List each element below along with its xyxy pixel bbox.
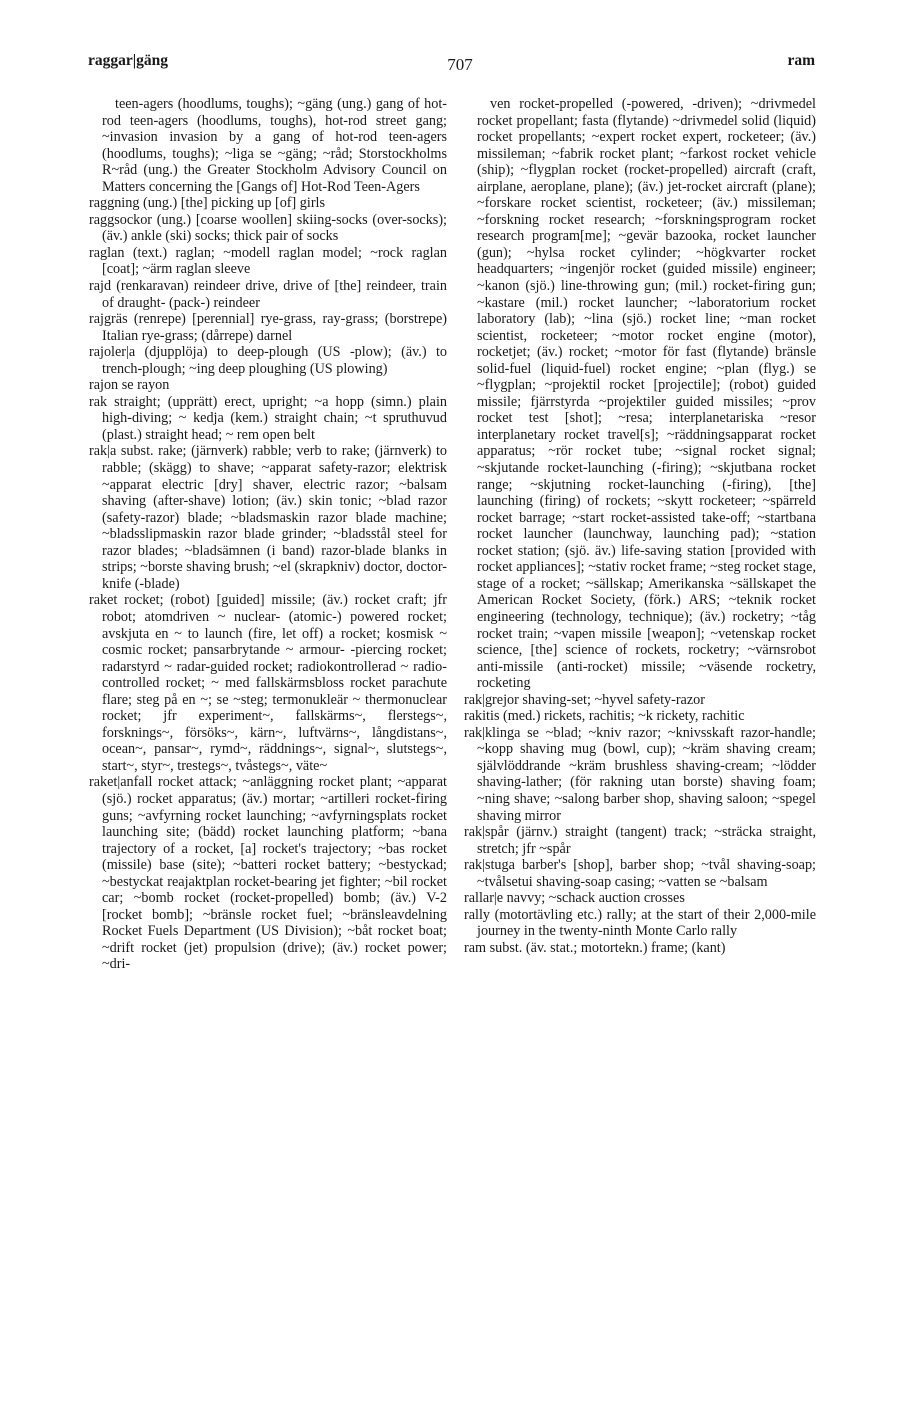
- running-head-left: raggar|gäng: [88, 52, 169, 69]
- dictionary-entry: raket|anfall rocket attack; ~anläggning rocket plant; ~apparat (sjö.) rocket apparatus; (äv.) mortar; ~artilleri rocket-firing guns; ~avfyrning rocket launching; ~avfyrningsplats rocket launching site; (bädd) rocket launching platform; ~bana trajectory of a rocket, [a] rocket's trajectory; ~bas rocket (missile) base (site); ~batteri rocket battery; ~bestyckad; ~bestyckat reajaktplan rocket-bearing jet fighter; ~bil rocket car; ~bomb rocket (rocket-propelled) bomb; (äv.) V-2 [rocket bomb]; ~bränsle rocket fuel; ~bränsleavdelning Rocket Fuels Department (US Division); ~båt rocket boat; ~drift rocket (jet) propulsion (drive); (äv.) rocket power; ~dri-: [89, 774, 447, 973]
- dictionary-entry: raggning (ung.) [the] picking up [of] girls: [89, 195, 326, 212]
- dictionary-entry: rallar|e navvy; ~schack auction crosses: [464, 890, 685, 907]
- dictionary-entry: raglan (text.) raglan; ~modell raglan model; ~rock raglan [coat]; ~ärm raglan sleeve: [89, 244, 447, 278]
- dictionary-entry: ram subst. (äv. stat.; motortekn.) frame; (kant): [464, 939, 726, 956]
- dictionary-entry: rajd (renkaravan) reindeer drive, drive of [the] reindeer, train of draught- (pack-) reindeer: [89, 278, 447, 311]
- dictionary-entry: rak|klinga se ~blad; ~kniv razor; ~knivsskaft razor-handle; ~kopp shaving mug (bowl, cup); ~kräm shaving cream; självlöddrande ~kräm brushless shaving-cream; ~lödder shaving-lather; (för rakning utan borste) shaving foam; ~ning shave; ~salong barber shop, shaving saloon; ~spegel shaving mirror: [464, 724, 816, 824]
- dictionary-entry: rak|a subst. rake; (järnverk) rabble; verb to rake; (järnverk) to rabble; (skägg) to shave; ~apparat safety-razor; elektrisk ~apparat electric [dry] shaver, electric razor; ~balsam shaving (after-shave) lotion; (äv.) skin tonic; ~blad razor (safety-razor) blade; ~bladsmaskin razor blade machine; ~bladsslipmaskin razor blade grinder; ~bladsstål steel for razor blades; ~bladsämnen (i band) razor-blade blanks in strips; ~borste shaving brush; ~el (skrapkniv) doctor, doctor-knife (-blade): [89, 443, 447, 592]
- dictionary-entry: rajon se rayon: [89, 377, 170, 394]
- dictionary-entry: rakitis (med.) rickets, rachitis; ~k rickety, rachitic: [464, 708, 745, 725]
- left-column: [89, 96, 447, 973]
- dictionary-entry: raket rocket; (robot) [guided] missile; (äv.) rocket craft; jfr robot; atomdriven ~ nuclear- (atomic-) powered rocket; avskjuta en ~ to launch (fire, let off) a rocket; kosmisk ~ cosmic rocket; pansarbrytande ~ armour- -piercing rocket; radarstyrd ~ radar-guided rocket; radiokontrollerad ~ radio-controlled rocket; ~ med fallskärmsbloss rocket parachute flare; steg på en ~; se ~steg; termonukleär ~ thermonuclear rocket; jfr experiment~, fallskärms~, flerstegs~, forsknings~, försöks~, kärn~, luftvärns~, långdistans~, ocean~, pansar~, rymd~, räddnings~, signal~, slutstegs~, start~, styr~, trestegs~, tvåstegs~, väte~: [89, 592, 447, 774]
- page-number: 707: [447, 55, 473, 74]
- dictionary-entry: rally (motortävling etc.) rally; at the start of their 2,000-mile journey in the twenty-ninth Monte Carlo rally: [464, 906, 816, 940]
- dictionary-entry: rak|grejor shaving-set; ~hyvel safety-razor: [464, 691, 705, 708]
- dictionary-entry: ven rocket-propelled (-powered, -driven); ~drivmedel rocket propellant; fasta (flytande) ~drivmedel solid (liquid) rocket propellants; ~expert rocket expert, rocketeer; (äv.) missileman; ~fabrik rocket plant; ~farkost rocket vehicle (ship); ~flygplan rocket (rocket-propelled) aircraft (craft, airplane, aeroplane, plane); (äv.) jet-rocket aircraft (plane); ~forskare rocket scientist, rocketeer; (äv.) missileman; ~forskning rocket research; ~forskningsprogram rocket research program[me]; ~gevär bazooka, rocket launcher (gun); ~hylsa rocket cylinder; ~högkvarter rocket headquarters; ~ingenjör rocket (guided missile) engineer; ~kanon (sjö.) line-throwing gun; (mil.) rocket-firing gun; ~kastare (mil.) rocket launcher; ~laboratorium rocket laboratory (lab); ~lina (sjö.) rocket line; ~man rocket scientist, rocketeer; ~motor rocket engine (motor), rocketjet; (äv.) rocket; ~motor för fast (flytande) bränsle solid-fuel (liquid-fuel) rocket engine; ~plan (flyg.) se ~flygplan; ~projektil rocket [projectile]; (robot) guided missile; fjärrstyrda ~projektiler guided missiles; ~prov rocket test [shot]; ~resa; interplanetariska ~resor interplanetary rocket travel[s]; ~räddningsapparat rocket apparatus; ~rör rocket tube; ~signal rocket signal; ~skjutande rocket-launching (-firing); ~skjutbana rocket range; ~skjutning rocket-launching (-firing), [the] launching (firing) of rockets; ~skytt rocketeer; ~spärreld rocket barrage; ~start rocket-assisted take-off; ~startbana rocket launcher (launchway, launching pad); ~station rocket station; (sjö. äv.) life-saving station [provided with rocket appliances]; ~stativ rocket frame; ~steg rocket stage, stage of a rocket; ~sällskap; Amerikanska ~sällskapet the American Rocket Society, (förk.) ARS; ~teknik rocket engineering (technology, technique); (äv.) rocketry; ~tåg rocket train; ~vapen missile [weapon]; ~vetenskap rocket science, [the] science of rockets, rocketry; ~värnsrobot anti-missile (anti-rocket) missile; ~väsende rocketry, rocketing: [477, 96, 816, 692]
- dictionary-entry: teen-agers (hoodlums, toughs); ~gäng (ung.) gang of hot-rod teen-agers (hoodlums, toughs), hot-rod street gang; ~invasion invasion by a gang of hot-rod teen-agers (hoodlums, toughs); ~liga se ~gäng; ~råd; Storstockholms R~råd (ung.) the Greater Stockholm Advisory Council on Matters concerning the [Gangs of] Hot-Rod Teen-Agers: [102, 96, 447, 195]
- dictionary-entry: rajgräs (renrepe) [perennial] rye-grass, ray-grass; (borstrepe) Italian rye-grass; (dårrepe) darnel: [89, 311, 447, 344]
- dictionary-entry: rak|spår (järnv.) straight (tangent) track; ~sträcka straight, stretch; jfr ~spår: [464, 824, 816, 857]
- dictionary-entry: rak|stuga barber's [shop], barber shop; ~tvål shaving-soap; ~tvålsetui shaving-soap casing; ~vatten se ~balsam: [464, 857, 816, 890]
- dictionary-entry: raggsockor (ung.) [coarse woollen] skiing-socks (over-socks); (äv.) ankle (ski) socks; thick pair of socks: [89, 211, 447, 245]
- dictionary-entry: rak straight; (upprätt) erect, upright; ~a hopp (simn.) plain high-diving; ~ kedja (kem.) straight chain; ~t spruthuvud (plast.) straight head; ~ rem open belt: [89, 393, 447, 443]
- dictionary-entry: rajoler|a (djupplöja) to deep-plough (US -plow); (äv.) to trench-plough; ~ing deep ploughing (US plowing): [89, 344, 447, 377]
- right-column: [464, 96, 816, 956]
- running-head-right: ram: [787, 52, 815, 69]
